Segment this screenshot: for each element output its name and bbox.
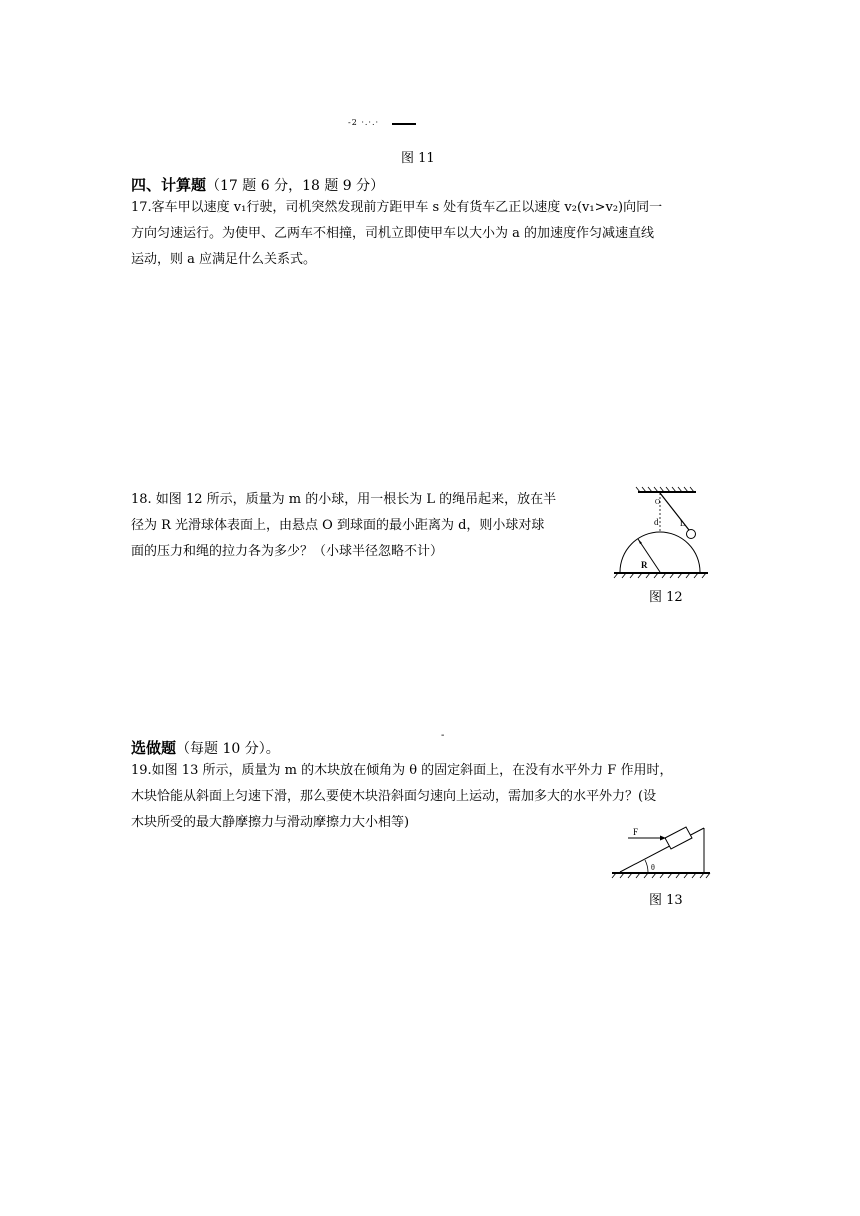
question-18-line: 18. 如图 12 所示，质量为 m 的小球，用一根长为 L 的绳吊起来，放在半 [131, 492, 557, 507]
figure-12-label-o: O [655, 498, 661, 506]
question-17-line: 17.客车甲以速度 v₁行驶，司机突然发现前方距甲车 s 处有货车乙正以速度 v₂(v₁>v₂)向同一 [131, 200, 663, 215]
figure-13-label-f: F [633, 827, 639, 837]
figure-13-diagram [608, 820, 714, 882]
question-18-line: 面的压力和绳的拉力各为多少？（小球半径忽略不计） [131, 544, 444, 559]
question-18-line: 径为 R 光滑球体表面上，由悬点 O 到球面的最小距离为 d，则小球对球 [131, 518, 545, 533]
optional-score: （每题 10 分）。 [176, 741, 280, 757]
figure-12-label-r: R [641, 560, 648, 570]
figure-12-diagram [610, 486, 720, 580]
section-score: （17 题 6 分，18 题 9 分） [206, 178, 385, 194]
question-18 [131, 487, 606, 565]
question-19-line: 木块恰能从斜面上匀速下滑，那么要使木块沿斜面匀速向上运动，需加多大的水平外力？(设 [131, 789, 657, 804]
figure-12-caption: 图 12 [649, 590, 683, 605]
figure-11-caption: 图 11 [401, 151, 435, 166]
section-heading [131, 174, 384, 195]
question-19-line: 19.如图 13 所示，质量为 m 的木块放在倾角为 θ 的固定斜面上，在没有水平外力 F 作用时， [131, 763, 673, 778]
question-17-line: 方向匀速运行。为使甲、乙两车不相撞，司机立即使甲车以大小为 a 的加速度作匀减速直线 [131, 226, 655, 241]
figure-13-label-theta: θ [651, 863, 655, 872]
figure-12-label-d: d [654, 517, 659, 527]
section-title: 四、计算题 [131, 176, 207, 194]
question-17 [131, 195, 731, 273]
optional-title: 选做题 [131, 739, 177, 757]
figure-11-fragment-line [392, 123, 416, 125]
question-17-line: 运动，则 a 应满足什么关系式。 [131, 252, 317, 267]
figure-12-label-l: L [680, 519, 685, 528]
question-19-line: 木块所受的最大静摩擦力与滑动摩擦力大小相等) [131, 815, 410, 830]
optional-heading [131, 737, 280, 758]
figure-13-caption: 图 13 [649, 893, 683, 908]
figure-11-fragment-text: -2 ·.·.· [348, 118, 380, 127]
stray-mark: - [441, 730, 445, 741]
